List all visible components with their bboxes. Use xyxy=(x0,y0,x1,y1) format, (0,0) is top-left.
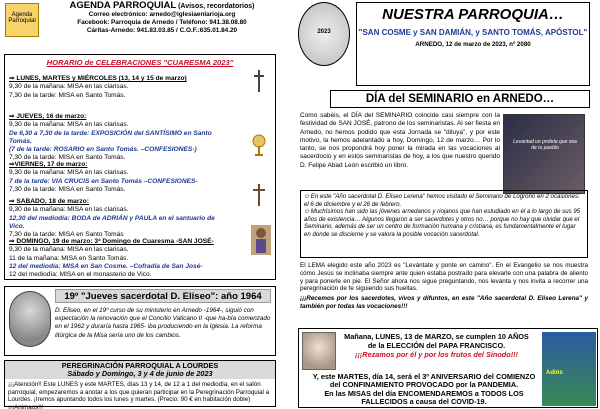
day-line: 9,30 de la mañana: MISA en las clarisas. xyxy=(9,121,129,129)
peregrinacion-box xyxy=(4,360,276,407)
seminario-lema xyxy=(300,262,588,311)
eliseo-photo xyxy=(9,291,51,347)
manana-text-top xyxy=(339,332,534,359)
manana-line1: Mañana, LUNES, 13 de MARZO, se cumplen 10 AÑOS de la ELECCIÓN del PAPA FRANCISCO. xyxy=(344,332,529,350)
day-line: 12 del mediodía: MISA en San Cosme. –Cofradía de San José- xyxy=(9,262,203,270)
manana-box xyxy=(298,328,598,408)
seminario-poster xyxy=(503,114,585,194)
peregrinacion-title: PEREGRINACIÓN PARROQUIAL A LOURDES xyxy=(61,361,219,370)
agenda-title-suffix: (Avisos, recordatorios) xyxy=(176,3,255,10)
seminario-title: DÍA del SEMINARIO en ARNEDO… xyxy=(330,90,590,108)
seminario-poster-caption: Levantad un profeta que sea de tu pueblo xyxy=(513,139,577,151)
seminario-text: Como sabéis, el DÍA del SEMINARIO coincide casi siempre con la festividad de SAN JOSÉ, patrono de los seminaristas. Al ser fiesta en Arnedo, no hemos podido que esta Jornada se "diluya", y por este motivo, la hemos adelantado a hoy, Domingo, 12 de marzo… Por lo tanto, se nos propondrá hoy poner la mirada en las vocaciones al sacerdocio y en estos seminaristas de hoy, a los que nuestro querido D. Felipe Abad León escribió un libro. xyxy=(300,112,500,169)
agenda-logo-text: Agenda Parroquial xyxy=(8,12,36,24)
crucifix-icon xyxy=(251,183,267,207)
horario-title: HORARIO de CELEBRACIONES "CUARESMA 2023" xyxy=(46,58,234,67)
day-block xyxy=(9,161,229,194)
agenda-email[interactable]: Correo electrónico: arnedo@iglesiaenlarioja.org xyxy=(88,11,236,18)
seminario-lema-text: El LEMA elegido este año 2023 es "Levántate y ponte en camino". En el Evangelio se nos muestra cómo Jesús se inclinaba siempre ante quien estaba postrado para elevarle con una palabra de aliento y para ponerle en pie. El Señor ahora nos sigue preguntando, nos levanta y nos invita a recorrer una peregrinación de fe siguiendo sus huellas. xyxy=(300,262,588,293)
peregrinacion-header xyxy=(5,361,275,379)
jueves-text: D. Eliseo, en el 19º curso de su ministerio en Arnedo -1964-, siguió con expectación la renovación que el Concilio Vaticano II -que ha-bía comenzado en el 1962 y duraría hasta 1965- iba produciendo en la Iglesia. La reforma litúrgica de la Misa sería uno de los cambios. xyxy=(55,307,271,339)
parish-seal xyxy=(298,2,350,66)
covid-image-text: Adiós xyxy=(546,370,563,376)
peregrinacion-subtitle: Sábado y Domingo, 3 y 4 de junio de 2023 xyxy=(67,369,213,379)
day-header: ⇒ DOMINGO, 19 de marzo: 3ª Domingo de Cuaresma -SAN JOSÉ- xyxy=(9,238,214,245)
agenda-caritas: Cáritas-Arnedo: 941.83.03.85 / C.O.F.:635.01.84.20 xyxy=(86,27,238,34)
seal-year: 2023 xyxy=(317,29,331,35)
agenda-logo xyxy=(5,3,39,37)
cross-icon xyxy=(251,69,267,93)
day-line: 9,30 de la mañana: MISA en las clarisas. xyxy=(9,83,129,91)
day-header: ⇒ JUEVES, 16 de marzo: xyxy=(9,113,87,120)
day-line: 7,30 de la tarde: MISA en Santo Tomás. xyxy=(9,91,126,99)
nuestra-parroquia-box xyxy=(356,2,590,86)
day-block xyxy=(9,75,229,100)
nuestra-subtitle: "SAN COSME y SAN DAMIÁN, y SANTO TOMÁS, APÓSTOL" xyxy=(358,28,588,37)
seminario-closing: ¡¡¡Recemos por los sacerdotes, vivos y difuntos, en este "Año sacerdotal D. Eliseo Lerena" y también por todas las vocaciones!!! xyxy=(300,295,588,310)
jueves-title: 19º "Jueves sacerdotal D. Eliseo": año 1964 xyxy=(55,289,271,303)
day-line: 9,30 de la mañana: MISA en las clarisas. xyxy=(9,246,129,254)
manana-line4: En las MISAS del día ENCOMENDAREMOS a TODOS LOS FALLECIDOS a causa del COVID-19. xyxy=(324,388,524,407)
pope-photo xyxy=(302,332,336,370)
day-line: 9,30 de la mañana: MISA en las clarisas. xyxy=(9,206,129,214)
agenda-header xyxy=(42,2,282,46)
agenda-title xyxy=(42,2,282,11)
agenda-facebook: Facebook: Parroquia de Arnedo / Teléfono: 941.38.08.80 xyxy=(77,19,247,26)
manana-line3: Y, este MARTES, día 14, será el 3º ANIVERSARIO del COMIENZO del CONFINAMIENTO PROVOCADO por la PANDEMIA. xyxy=(312,372,536,390)
day-line: 9,30 de la mañana: MISA en las clarisas. xyxy=(9,169,129,177)
day-block xyxy=(9,113,229,163)
agenda-title-main: AGENDA PARROQUIAL xyxy=(69,0,177,11)
day-header: ⇒ LUNES, MARTES y MIÉRCOLES (13, 14 y 15 de marzo) xyxy=(9,75,187,82)
monstrance-icon xyxy=(251,133,267,157)
day-line: 12 del mediodía: MISA en el monasterio de Vico. xyxy=(9,271,152,279)
saint-joseph-image xyxy=(251,225,267,249)
day-line: 7,30 de la tarde: MISA en Santo Tomás. xyxy=(9,154,126,162)
covid-image xyxy=(542,332,596,406)
nuestra-date: ARNEDO, 12 de marzo de 2023, nº 2080 xyxy=(415,41,531,48)
peregrinacion-text: ¡¡¡Atención!! Este LUNES y este MARTES, días 13 y 14, de 12 a 1 del mediodía, en el salón parroquial, empezaremos a anotar a los que quieran participar en la Peregrinación Parroquial a Lourdes. ¡Iremos apuntando todos los lunes y martes. (Precio: 90 € en habitación doble) ¡¡¡Animaos!!! xyxy=(8,381,270,409)
day-line: 7,30 de la tarde: MISA en Santo Tomás xyxy=(9,231,124,239)
manana-line2: ¡¡¡Rezamos por él y por los frutos del Sínodo!!! xyxy=(355,350,518,359)
day-line: 7,30 de la tarde: MISA en Santo Tomás. xyxy=(9,185,126,193)
manana-text-bottom xyxy=(309,373,539,407)
seminario-quote-1: ✩ En este "Año sacerdotal D. Eliseo Lerena" hemos visitado el Seminario de Logroño en 2 ocasiones: el 6 de diciembre y el 26 de febrero. xyxy=(304,193,580,208)
day-line: De 6,30 a 7,30 de la tarde: EXPOSICIÓN del SANTÍSIMO en Santo Tomás. xyxy=(9,129,212,145)
day-line: 11 de la mañana: MISA en Santo Tomás. xyxy=(9,254,129,262)
seminario-quote-2: ✩ Muchísimos han sido las jóvenes arnedanos y riojanos que han estudiado en él a lo largo de sus 95 años de existencia… Algunos llegaron a ser sacerdotes y otros no… porque no hay que olvidar que el Seminario, además de ser un centro de formación humana y cristiana, es fundamentalmente el lugar en donde se discierne y se valora la posible vocación sacerdotal. xyxy=(304,208,581,238)
day-header: ⇒VIERNES, 17 de marzo: xyxy=(9,161,88,168)
jueves-box xyxy=(4,286,276,356)
day-line: 7 de la tarde: VIA CRUCIS en Santo Tomás –CONFESIONES- xyxy=(9,177,198,185)
day-line: 12,30 del mediodía: BODA de ADRIÁN y PAULA en el santuario de Vico. xyxy=(9,214,215,230)
horario-box xyxy=(4,54,276,280)
day-block xyxy=(9,198,229,239)
day-line: (7 de la tarde: ROSARIO en Santo Tomás. –CONFESIONES-) xyxy=(9,146,197,154)
day-block xyxy=(9,238,229,279)
day-header: ⇒ SABADO, 18 de marzo: xyxy=(9,198,89,205)
nuestra-title: NUESTRA PARROQUIA… xyxy=(382,6,564,23)
seminario-quote-box xyxy=(300,190,588,258)
